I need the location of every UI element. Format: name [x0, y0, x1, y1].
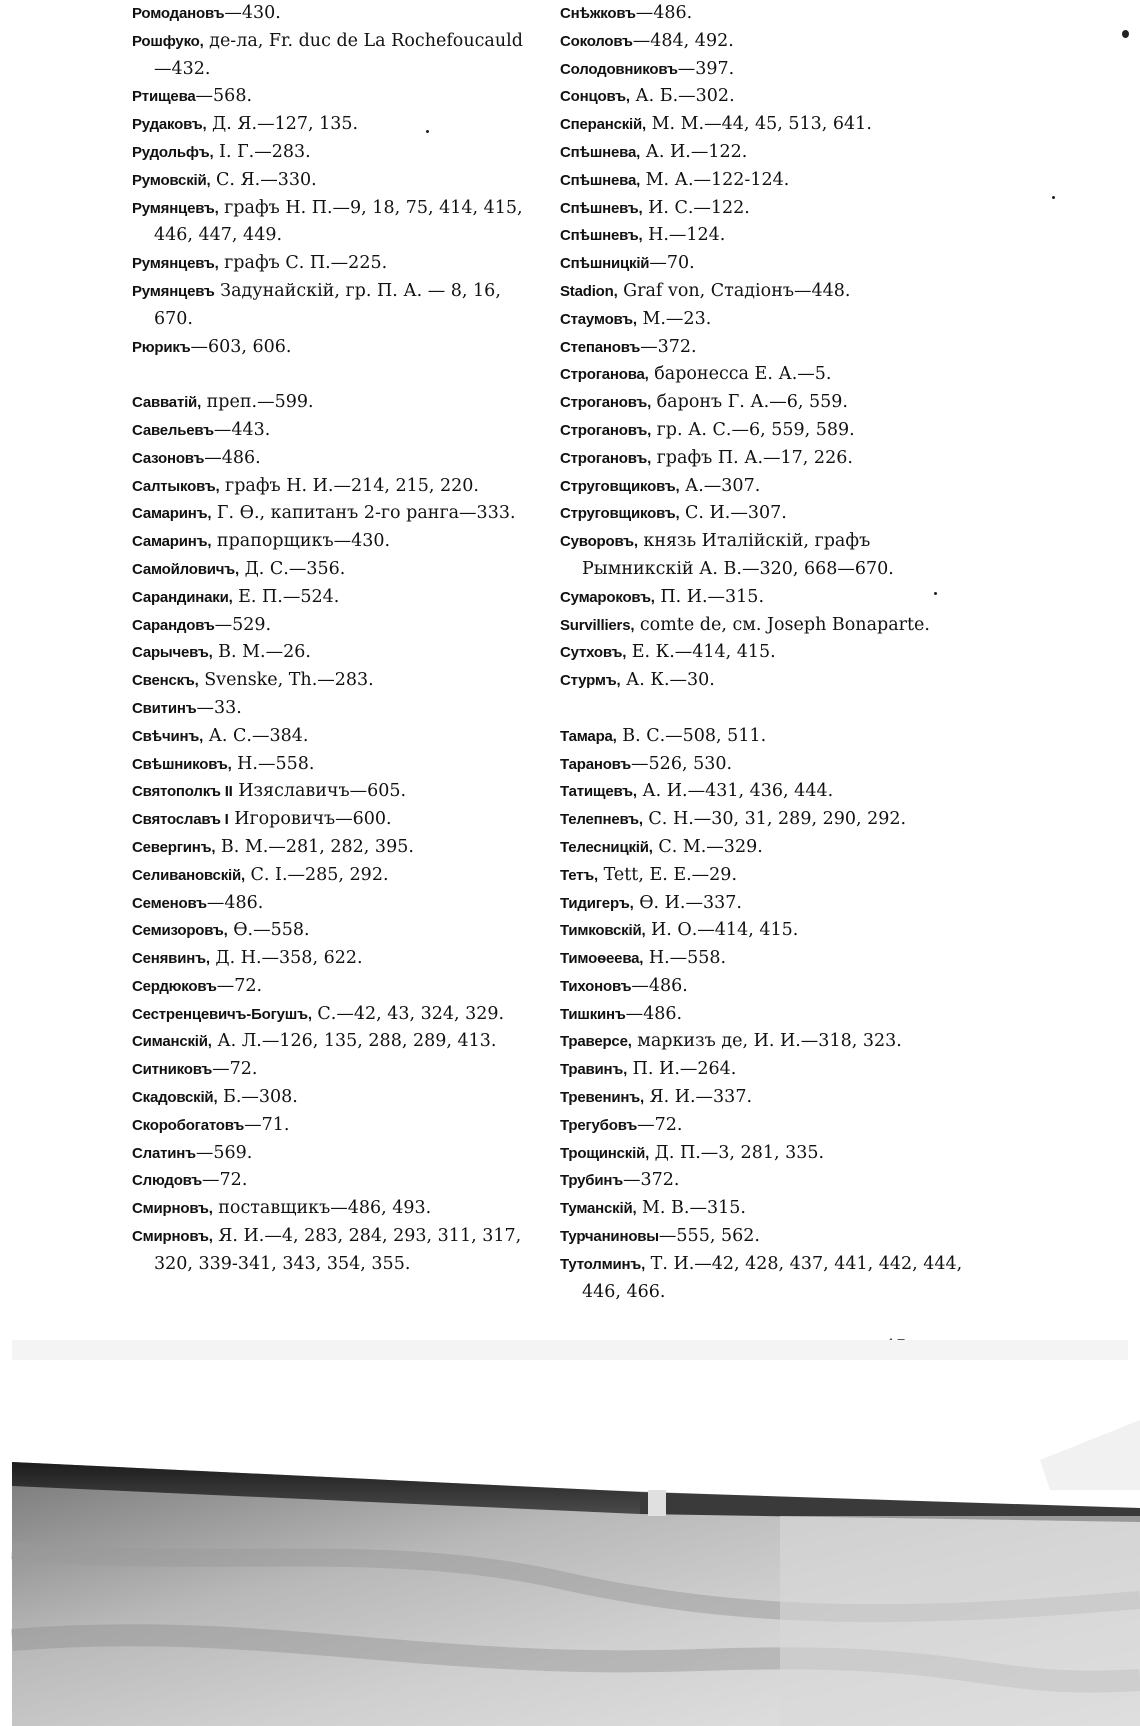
index-entry	[560, 445, 978, 473]
index-entry	[560, 306, 978, 334]
entry-headword: Сазоновъ	[132, 449, 205, 467]
entry-references: прапорщикъ—430.	[211, 531, 391, 552]
entry-references: А. С.—384.	[203, 725, 309, 746]
entry-headword: Стаумовъ,	[560, 310, 637, 328]
index-entry	[560, 1056, 978, 1084]
entry-references: С. Н.—30, 31, 289, 290, 292.	[642, 809, 907, 830]
entry-references: —72.	[216, 975, 263, 996]
group-gap	[132, 361, 540, 389]
entry-references: С.—42, 43, 324, 329.	[311, 1003, 505, 1024]
index-entry	[132, 639, 540, 667]
index-entry	[560, 778, 978, 806]
entry-headword: Survilliers,	[560, 616, 635, 634]
entry-headword: Тишкинъ	[560, 1005, 626, 1023]
entry-references: Д. П.—3, 281, 335.	[649, 1142, 825, 1163]
index-entry	[560, 1001, 978, 1029]
entry-references: М. В.—315.	[636, 1198, 746, 1219]
index-entry	[560, 195, 978, 223]
index-entry	[132, 334, 540, 362]
entry-references: Н.—124.	[642, 225, 726, 246]
entry-headword: Рудольфъ,	[132, 143, 214, 161]
entry-references: баронъ Г. А.—6, 559.	[651, 392, 848, 413]
entry-headword: Скадовскій,	[132, 1089, 218, 1107]
entry-references: —555, 562.	[658, 1226, 760, 1247]
index-entry	[560, 584, 978, 612]
index-entry	[132, 834, 540, 862]
index-entry	[132, 445, 540, 473]
index-entry	[132, 556, 540, 584]
entry-references: —372.	[640, 336, 697, 357]
entry-headword: Телесницкій,	[560, 838, 653, 856]
index-entry	[560, 0, 978, 28]
index-entry	[132, 139, 540, 167]
index-entry	[560, 639, 978, 667]
entry-headword: Stadion,	[560, 282, 618, 300]
entry-headword: Строгановъ,	[560, 421, 652, 439]
index-entry	[132, 417, 540, 445]
entry-references: Игоровичъ—600.	[228, 809, 392, 830]
entry-headword: Рюрикъ	[132, 338, 191, 356]
entry-headword: Савельевъ	[132, 421, 214, 439]
entry-references: —484, 492.	[632, 30, 734, 51]
entry-references: —72.	[637, 1114, 683, 1135]
entry-headword: Рошфуко,	[132, 32, 204, 50]
index-entry	[560, 417, 978, 445]
entry-references: А. Б.—302.	[629, 86, 735, 107]
entry-references: А. К.—30.	[620, 670, 715, 691]
index-entry	[132, 1056, 540, 1084]
index-entry	[560, 278, 978, 306]
index-entry	[560, 1112, 978, 1140]
index-entry	[560, 473, 978, 501]
index-entry	[132, 83, 540, 111]
entry-headword: Тидигеръ,	[560, 894, 634, 912]
entry-references: князь Италійскій, графъ Рымникскій А. В.—320, 668—670.	[582, 531, 894, 579]
entry-references: П. И.—264.	[627, 1059, 737, 1080]
entry-headword: Слатинъ	[132, 1144, 196, 1162]
entry-headword: Тамара,	[560, 727, 617, 745]
entry-headword: Тарановъ	[560, 755, 632, 773]
entry-headword: Свенскъ,	[132, 672, 199, 690]
index-entry	[132, 695, 540, 723]
entry-headword: Сестренцевичъ-Богушъ,	[132, 1005, 312, 1023]
scan-speck	[426, 130, 429, 133]
entry-headword: Румянцевъ,	[132, 255, 219, 273]
entry-references: М.—23.	[636, 308, 712, 329]
entry-references: —443.	[213, 419, 271, 440]
entry-headword: Селивановскій,	[132, 866, 245, 884]
entry-references: маркизъ де, И. И.—318, 323.	[631, 1031, 902, 1052]
entry-headword: Свитинъ	[132, 699, 197, 717]
index-entry	[560, 28, 978, 56]
entry-headword: Снѣжковъ	[560, 5, 636, 22]
entry-headword: Сперанскій,	[560, 116, 647, 134]
entry-headword: Татищевъ,	[560, 783, 637, 801]
index-entry	[132, 751, 540, 779]
entry-references: —486.	[206, 892, 264, 913]
entry-references: В. М.—26.	[212, 642, 311, 663]
index-entry	[560, 222, 978, 250]
scan-speck	[1122, 30, 1129, 38]
entry-headword: Тутолминъ,	[560, 1255, 646, 1273]
entry-headword: Слюдовъ	[132, 1172, 203, 1190]
entry-references: Изяславичъ—605.	[232, 781, 407, 802]
entry-headword: Строгановъ,	[560, 394, 652, 412]
index-entry	[132, 195, 540, 251]
entry-headword: Тетъ,	[560, 866, 599, 884]
entry-references: —486.	[635, 3, 693, 23]
index-entry	[560, 834, 978, 862]
entry-references: —72.	[202, 1170, 248, 1191]
entry-references: —486.	[631, 975, 688, 996]
index-entry	[132, 584, 540, 612]
index-entry	[560, 111, 978, 139]
index-entry	[560, 83, 978, 111]
index-entry	[132, 945, 540, 973]
index-entry	[132, 528, 540, 556]
entry-references: —70.	[649, 253, 695, 274]
index-entry	[132, 806, 540, 834]
entry-references: В. С.—508, 511.	[616, 725, 767, 746]
entry-references: Е. П.—524.	[232, 586, 340, 607]
index-entry	[560, 1140, 978, 1168]
entry-references: І. Г.—283.	[213, 141, 311, 162]
entry-references: С. И.—307.	[679, 503, 787, 524]
index-entry	[132, 612, 540, 640]
entry-headword: Стурмъ,	[560, 672, 621, 690]
entry-references: —569.	[195, 1142, 253, 1163]
entry-references: Tett, Е. Е.—29.	[598, 864, 738, 885]
entry-headword: Струговщиковъ,	[560, 505, 680, 523]
index-entry	[132, 1140, 540, 1168]
index-entry	[132, 28, 540, 84]
entry-references: Е. К.—414, 415.	[626, 642, 776, 663]
entry-references: —397.	[677, 58, 735, 79]
entry-headword: Тимоѳеева,	[560, 950, 644, 968]
entry-references: Б.—308.	[217, 1087, 298, 1108]
index-entry	[132, 1028, 540, 1056]
index-entry	[560, 751, 978, 779]
index-entry	[132, 667, 540, 695]
index-entry	[132, 778, 540, 806]
entry-references: А.—307.	[679, 475, 761, 496]
entry-headword: Самаринъ,	[132, 505, 212, 523]
index-column-right	[560, 0, 978, 1306]
index-entry	[132, 1195, 540, 1223]
entry-references: —430.	[224, 3, 281, 23]
entry-references: А. Л.—126, 135, 288, 289, 413.	[211, 1031, 497, 1052]
scan-speck	[934, 592, 937, 595]
index-group-right-t	[560, 723, 978, 1307]
entry-headword: Свѣшниковъ,	[132, 755, 232, 773]
entry-headword: Суворовъ,	[560, 533, 638, 551]
entry-references: И. О.—414, 415.	[645, 920, 799, 941]
index-entry	[560, 167, 978, 195]
entry-references: Я. И.—4, 283, 284, 293, 311, 317, 320, 339-341, 343, 354, 355.	[154, 1226, 522, 1274]
index-entry	[132, 1001, 540, 1029]
index-group-right-s	[560, 0, 978, 695]
entry-headword: Турчаниновы	[560, 1228, 659, 1246]
entry-headword: Тимковскій,	[560, 922, 646, 940]
index-entry	[560, 723, 978, 751]
entry-references: Svenske, Th.—283.	[198, 670, 374, 691]
index-entry	[132, 167, 540, 195]
index-entry	[132, 278, 540, 334]
entry-references: А. И.—431, 436, 444.	[636, 781, 834, 802]
entry-headword: Салтыковъ,	[132, 477, 220, 495]
entry-references: С. Я.—330.	[210, 169, 317, 190]
entry-references: баронесса Е. А.—5.	[648, 364, 832, 385]
entry-headword: Семизоровъ,	[132, 922, 228, 940]
entry-references: Я. И.—337.	[643, 1087, 753, 1108]
entry-headword: Спѣшнева,	[560, 171, 641, 189]
entry-headword: Туманскій,	[560, 1200, 637, 1218]
index-entry	[132, 890, 540, 918]
entry-references: М. М.—44, 45, 513, 641.	[646, 114, 872, 135]
index-entry	[560, 1028, 978, 1056]
entry-references: —529.	[214, 614, 272, 635]
entry-references: де-ла, Fr. duc de La Rochefoucauld—432.	[154, 30, 523, 79]
index-entry	[132, 723, 540, 751]
entry-references: —71.	[244, 1114, 290, 1135]
index-entry	[560, 361, 978, 389]
index-entry	[560, 1251, 978, 1307]
entry-headword: Струговщиковъ,	[560, 477, 680, 495]
entry-references: гр. А. С.—6, 559, 589.	[651, 419, 855, 440]
entry-references: —72.	[212, 1059, 258, 1080]
index-group-left-r	[132, 0, 540, 361]
entry-headword: Телепневъ,	[560, 811, 643, 829]
entry-references: графъ П. А.—17, 226.	[651, 447, 853, 468]
entry-headword: Севергинъ,	[132, 838, 216, 856]
index-entry	[560, 56, 978, 84]
entry-headword: Сонцовъ,	[560, 88, 630, 106]
entry-headword: Спѣшневъ,	[560, 227, 643, 245]
entry-references: графъ Н. И.—214, 215, 220.	[219, 475, 479, 496]
entry-headword: Спѣшневъ,	[560, 199, 643, 217]
entry-references: —33.	[196, 697, 242, 718]
index-entry	[560, 945, 978, 973]
entry-references: поставщикъ—486, 493.	[212, 1198, 432, 1219]
entry-headword: Ситниковъ	[132, 1061, 213, 1079]
entry-references: —568.	[195, 86, 253, 107]
index-entry	[132, 1084, 540, 1112]
index-entry	[132, 917, 540, 945]
entry-references: —372.	[622, 1170, 680, 1191]
index-entry	[560, 612, 978, 640]
entry-headword: Тревенинъ,	[560, 1089, 644, 1107]
index-entry	[132, 862, 540, 890]
entry-headword: Скоробогатовъ	[132, 1116, 245, 1134]
entry-references: Д. Я.—127, 135.	[206, 114, 359, 135]
entry-headword: Смирновъ,	[132, 1228, 213, 1246]
entry-references: Т. И.—42, 428, 437, 441, 442, 444, 446, 466.	[582, 1253, 963, 1302]
group-gap	[560, 695, 978, 723]
index-entry	[560, 862, 978, 890]
entry-references: графъ Н. П.—9, 18, 75, 414, 415, 446, 447, 449.	[154, 197, 523, 246]
index-entry	[132, 500, 540, 528]
entry-headword: Рудаковъ,	[132, 116, 207, 134]
entry-references: —526, 530.	[631, 753, 733, 774]
entry-headword: Траверсе,	[560, 1033, 632, 1051]
index-entry	[560, 528, 978, 584]
entry-headword: Румянцевъ	[132, 282, 215, 300]
index-entry	[560, 500, 978, 528]
entry-headword: Спѣшнева,	[560, 143, 641, 161]
entry-references: Д. Н.—358, 622.	[209, 948, 363, 969]
entry-references: —603, 606.	[190, 336, 292, 357]
entry-headword: Сенявинъ,	[132, 950, 210, 968]
entry-headword: Сарандинаки,	[132, 588, 233, 606]
entry-references: Задунайскій, гр. П. А. — 8, 16, 670.	[154, 280, 501, 329]
entry-headword: Сутховъ,	[560, 644, 627, 662]
entry-headword: Сумароковъ,	[560, 588, 655, 606]
index-entry	[560, 139, 978, 167]
entry-headword: Святославъ I	[132, 811, 229, 829]
entry-references: И. С.—122.	[642, 197, 750, 218]
entry-headword: Трегубовъ	[560, 1116, 638, 1134]
index-entry	[132, 1112, 540, 1140]
entry-references: Д. С.—356.	[239, 558, 346, 579]
index-entry	[560, 973, 978, 1001]
entry-headword: Смирновъ,	[132, 1200, 213, 1218]
index-entry	[132, 473, 540, 501]
entry-references: М. А.—122-124.	[640, 169, 790, 190]
entry-headword: Святополкъ II	[132, 783, 233, 801]
entry-references: —486.	[625, 1003, 683, 1024]
scanned-table-surface	[0, 1340, 1140, 1726]
entry-headword: Румовскій,	[132, 171, 211, 189]
entry-references: —486.	[204, 447, 261, 468]
index-entry	[560, 1084, 978, 1112]
entry-references: Ѳ. И.—337.	[633, 892, 742, 913]
index-entry	[560, 667, 978, 695]
entry-references: преп.—599.	[201, 392, 314, 413]
entry-headword: Самаринъ,	[132, 533, 212, 551]
index-entry	[132, 0, 540, 28]
entry-references: Г. Ѳ., капитанъ 2-го ранга—333.	[211, 503, 516, 524]
entry-headword: Румянцевъ,	[132, 199, 219, 217]
index-entry	[560, 1223, 978, 1251]
index-entry	[132, 111, 540, 139]
index-entry	[560, 389, 978, 417]
entry-headword: Ромодановъ	[132, 5, 225, 22]
index-entry	[132, 1223, 540, 1279]
entry-headword: Степановъ	[560, 338, 641, 356]
entry-headword: Трубинъ	[560, 1172, 623, 1190]
scan-speck	[1052, 196, 1055, 199]
entry-headword: Сарычевъ,	[132, 644, 213, 662]
entry-references: графъ С. П.—225.	[218, 253, 388, 274]
entry-references: Ѳ.—558.	[227, 920, 310, 941]
entry-headword: Соколовъ	[560, 32, 633, 50]
index-entry	[560, 1167, 978, 1195]
entry-headword: Травинъ,	[560, 1061, 628, 1079]
entry-headword: Солодовниковъ	[560, 60, 678, 78]
index-entry	[560, 917, 978, 945]
index-entry	[132, 1167, 540, 1195]
index-entry	[560, 890, 978, 918]
entry-references: В. М.—281, 282, 395.	[215, 836, 414, 857]
entry-headword: Трощинскій,	[560, 1144, 650, 1162]
entry-headword: Симанскій,	[132, 1033, 212, 1051]
index-entry	[560, 250, 978, 278]
entry-headword: Тихоновъ	[560, 977, 632, 995]
entry-headword: Самойловичъ,	[132, 560, 239, 578]
index-column-left	[132, 0, 540, 1279]
index-entry	[560, 806, 978, 834]
entry-references: comte de, см. Joseph Bonaparte.	[634, 614, 930, 635]
index-group-left-s	[132, 389, 540, 1279]
entry-headword: Сарандовъ	[132, 616, 215, 634]
entry-headword: Спѣшницкій	[560, 255, 650, 273]
entry-references: С. І.—285, 292.	[244, 864, 389, 885]
entry-headword: Савватій,	[132, 394, 202, 412]
entry-headword: Строгановъ,	[560, 449, 652, 467]
index-entry	[132, 973, 540, 1001]
entry-headword: Строганова,	[560, 366, 649, 384]
entry-references: Н.—558.	[231, 753, 315, 774]
index-entry	[132, 389, 540, 417]
index-entry	[560, 1195, 978, 1223]
entry-references: Н.—558.	[643, 948, 727, 969]
entry-headword: Сердюковъ	[132, 977, 217, 995]
entry-headword: Свѣчинъ,	[132, 727, 204, 745]
entry-references: П. И.—315.	[654, 586, 765, 607]
entry-references: А. И.—122.	[640, 141, 748, 162]
entry-references: Graf von, Стадіонъ—448.	[617, 280, 851, 301]
entry-references: С. М.—329.	[652, 836, 763, 857]
index-entry	[132, 250, 540, 278]
entry-headword: Семеновъ	[132, 894, 207, 912]
entry-headword: Ртищева	[132, 88, 196, 106]
index-entry	[560, 334, 978, 362]
